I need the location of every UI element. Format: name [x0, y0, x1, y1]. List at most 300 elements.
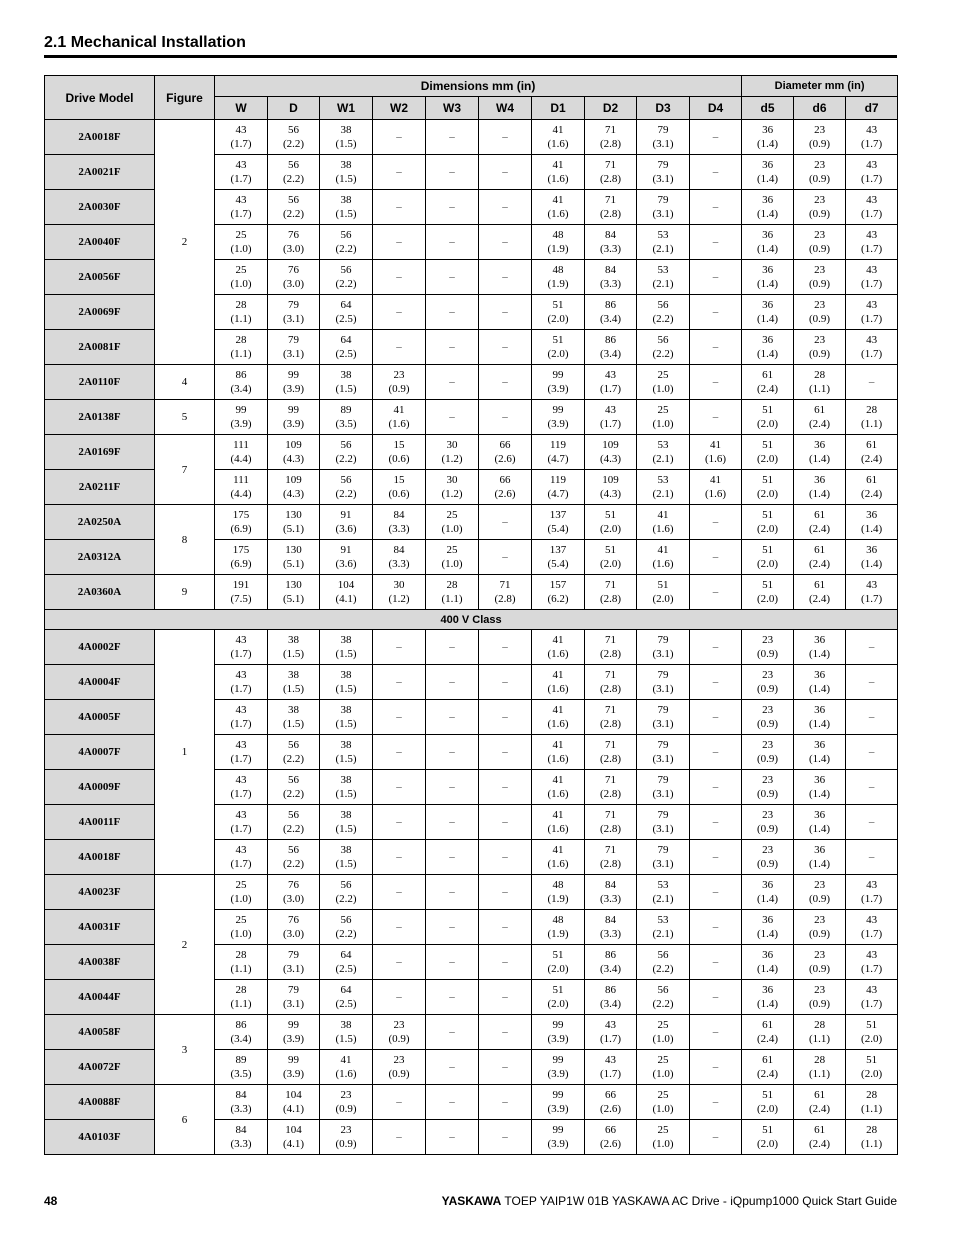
value-in: (1.6) — [547, 753, 569, 765]
value-mm: 175 — [232, 544, 250, 556]
value-mm: 36 — [814, 844, 826, 856]
value-in: (3.4) — [599, 998, 622, 1010]
dimension-cell — [794, 1085, 846, 1120]
figure-cell: 2 — [155, 875, 215, 1015]
dimension-cell — [479, 1120, 532, 1155]
dimension-cell — [268, 400, 320, 435]
value-mm: 66 — [499, 474, 511, 486]
value-mm: 41 — [393, 404, 405, 416]
dimension-cell — [268, 435, 320, 470]
dimension-cell — [742, 225, 794, 260]
value-mm: 25 — [235, 914, 247, 926]
dimension-cell — [637, 295, 690, 330]
dimension-cell — [320, 700, 373, 735]
dimension-cell — [532, 575, 585, 610]
dimension-cell — [794, 295, 846, 330]
value-in: (1.5) — [335, 648, 357, 660]
dimension-cell — [479, 435, 532, 470]
empty-value-dash: – — [712, 516, 719, 528]
value-in: (2.6) — [599, 1138, 622, 1150]
value-mm: 15 — [393, 474, 405, 486]
value-mm: 64 — [340, 299, 352, 311]
value-mm: 56 — [340, 229, 352, 241]
dimension-cell — [585, 630, 637, 665]
empty-value-dash: – — [396, 201, 402, 213]
dimension-cell — [794, 875, 846, 910]
dimension-cell — [426, 735, 479, 770]
value-mm: 51 — [762, 439, 774, 451]
value-mm: 28 — [235, 949, 247, 961]
dimension-cell — [479, 1085, 532, 1120]
value-in: (1.7) — [230, 788, 252, 800]
value-in: (2.2) — [282, 753, 305, 765]
figure-cell: 8 — [155, 505, 215, 575]
dimension-cell — [426, 840, 479, 875]
table-row — [45, 575, 898, 610]
value-mm: 104 — [285, 1089, 302, 1101]
empty-value-dash: – — [396, 676, 402, 688]
value-in: (1.1) — [861, 1103, 883, 1115]
value-mm: 71 — [499, 579, 511, 591]
empty-value-dash: – — [712, 236, 719, 248]
value-in: (2.2) — [282, 208, 305, 220]
value-mm: 23 — [814, 914, 826, 926]
empty-value-dash: – — [396, 746, 402, 758]
dimension-cell — [637, 435, 690, 470]
dimension-cell — [215, 365, 268, 400]
drive-model-cell: 4A0103F — [45, 1120, 155, 1155]
dimension-cell — [846, 630, 898, 665]
dimension-cell — [742, 875, 794, 910]
value-mm: 61 — [866, 439, 878, 451]
empty-value-dash: – — [712, 746, 719, 758]
value-in: (1.2) — [441, 453, 463, 465]
value-in: (3.9) — [547, 1068, 569, 1080]
value-mm: 38 — [288, 669, 299, 681]
value-in: (3.1) — [652, 173, 674, 185]
value-mm: 71 — [605, 669, 616, 681]
figure-cell: 7 — [155, 435, 215, 505]
value-in: (6.9) — [230, 558, 252, 570]
dimension-cell — [532, 330, 585, 365]
dimension-cell — [426, 945, 479, 980]
value-in: (1.7) — [861, 348, 883, 360]
empty-value-dash: – — [396, 921, 402, 933]
value-mm: 36 — [814, 634, 826, 646]
value-mm: 86 — [235, 1019, 247, 1031]
value-in: (1.4) — [757, 893, 779, 905]
dimension-cell — [585, 260, 637, 295]
dimension-cell — [846, 260, 898, 295]
table-body — [45, 120, 898, 1155]
dimension-cell — [794, 1050, 846, 1085]
value-mm: 36 — [814, 809, 826, 821]
dimension-cell — [846, 735, 898, 770]
value-mm: 36 — [762, 949, 774, 961]
dimension-cell — [215, 260, 268, 295]
value-in: (1.0) — [441, 558, 463, 570]
dimension-cell — [532, 120, 585, 155]
dimension-cell — [268, 330, 320, 365]
dimension-cell — [585, 1015, 637, 1050]
dimension-cell — [320, 840, 373, 875]
value-in: (3.1) — [652, 208, 674, 220]
dimension-cell — [742, 910, 794, 945]
value-in: (1.4) — [757, 998, 779, 1010]
empty-value-dash: – — [712, 921, 719, 933]
dimension-cell — [268, 365, 320, 400]
empty-value-dash: – — [502, 1026, 508, 1038]
dimension-cell — [373, 295, 426, 330]
value-mm: 56 — [288, 159, 299, 171]
dimension-cell — [742, 735, 794, 770]
value-in: (0.9) — [809, 928, 831, 940]
value-mm: 79 — [288, 984, 299, 996]
value-mm: 130 — [285, 544, 302, 556]
dimension-cell — [215, 770, 268, 805]
dimension-cell — [794, 1120, 846, 1155]
col-header-w3: W3 — [426, 97, 479, 120]
empty-value-dash: – — [712, 956, 719, 968]
value-in: (3.1) — [652, 718, 674, 730]
dimension-cell — [215, 1085, 268, 1120]
value-mm: 23 — [814, 334, 826, 346]
dimension-cell — [479, 365, 532, 400]
value-mm: 109 — [602, 439, 619, 451]
value-in: (1.7) — [861, 928, 883, 940]
value-mm: 61 — [814, 404, 826, 416]
dimension-cell — [426, 330, 479, 365]
value-mm: 109 — [285, 474, 302, 486]
value-mm: 43 — [235, 194, 247, 206]
value-mm: 56 — [340, 474, 352, 486]
dimension-cell — [846, 540, 898, 575]
dimension-cell — [690, 295, 742, 330]
value-mm: 99 — [552, 1124, 564, 1136]
value-mm: 51 — [762, 1124, 774, 1136]
value-in: (2.4) — [861, 488, 883, 500]
value-in: (3.1) — [652, 683, 674, 695]
drive-model-cell: 4A0004F — [45, 665, 155, 700]
dimension-cell — [426, 630, 479, 665]
value-in: (3.6) — [335, 558, 357, 570]
figure-cell: 9 — [155, 575, 215, 610]
value-mm: 38 — [340, 739, 352, 751]
dimension-cell — [794, 155, 846, 190]
value-in: (0.9) — [809, 208, 831, 220]
value-in: (3.9) — [547, 1033, 569, 1045]
value-in: (1.4) — [809, 858, 831, 870]
dimension-cell — [373, 1120, 426, 1155]
dimension-cell — [268, 875, 320, 910]
empty-value-dash: – — [396, 641, 402, 653]
dimension-cell — [426, 260, 479, 295]
empty-value-dash: – — [502, 1131, 508, 1143]
dimension-cell — [637, 700, 690, 735]
value-mm: 56 — [340, 439, 352, 451]
value-in: (1.1) — [809, 383, 831, 395]
value-in: (2.4) — [809, 593, 831, 605]
dimension-cell — [479, 945, 532, 980]
dimension-cell — [742, 330, 794, 365]
dimension-cell — [690, 980, 742, 1015]
value-in: (0.9) — [809, 963, 831, 975]
value-mm: 28 — [814, 1019, 826, 1031]
value-mm: 41 — [552, 634, 564, 646]
dimension-cell — [320, 155, 373, 190]
value-mm: 23 — [762, 774, 774, 786]
value-mm: 51 — [866, 1019, 878, 1031]
value-mm: 71 — [605, 844, 616, 856]
dimension-cell — [426, 875, 479, 910]
value-in: (2.8) — [599, 858, 622, 870]
dimension-cell — [585, 505, 637, 540]
dimension-cell — [585, 435, 637, 470]
value-mm: 25 — [657, 369, 669, 381]
dimension-cell — [690, 805, 742, 840]
dimension-cell — [846, 295, 898, 330]
value-mm: 43 — [235, 634, 247, 646]
value-mm: 53 — [657, 879, 669, 891]
empty-value-dash: – — [449, 676, 455, 688]
value-in: (7.5) — [230, 593, 252, 605]
value-in: (3.0) — [282, 278, 305, 290]
empty-value-dash: – — [712, 781, 719, 793]
value-mm: 51 — [762, 474, 774, 486]
dimension-cell — [637, 1015, 690, 1050]
empty-value-dash: – — [868, 746, 875, 758]
value-mm: 43 — [866, 229, 878, 241]
group-header-dimensions: Dimensions mm (in) — [215, 76, 742, 97]
value-in: (1.7) — [861, 208, 883, 220]
value-in: (4.7) — [547, 488, 569, 500]
empty-value-dash: – — [712, 166, 719, 178]
empty-value-dash: – — [712, 886, 719, 898]
empty-value-dash: – — [396, 166, 402, 178]
value-mm: 79 — [657, 194, 669, 206]
value-mm: 89 — [235, 1054, 247, 1066]
drive-model-cell: 2A0069F — [45, 295, 155, 330]
dimension-cell — [320, 365, 373, 400]
dimension-cell — [426, 980, 479, 1015]
section-label: 400 V Class — [45, 610, 898, 630]
dimension-cell — [215, 700, 268, 735]
table-row — [45, 120, 898, 155]
value-in: (1.5) — [335, 383, 357, 395]
value-mm: 56 — [657, 334, 669, 346]
value-mm: 66 — [605, 1089, 616, 1101]
dimension-cell — [268, 155, 320, 190]
col-header-d7: d7 — [846, 97, 898, 120]
value-in: (3.1) — [652, 753, 674, 765]
dimension-cell — [585, 155, 637, 190]
value-mm: 25 — [657, 1124, 669, 1136]
value-in: (2.6) — [494, 453, 516, 465]
value-in: (1.5) — [335, 718, 357, 730]
empty-value-dash: – — [449, 781, 455, 793]
value-in: (2.1) — [652, 488, 674, 500]
value-mm: 111 — [233, 474, 249, 486]
value-in: (1.7) — [599, 418, 622, 430]
dimension-cell — [320, 805, 373, 840]
value-mm: 38 — [340, 809, 352, 821]
value-mm: 56 — [340, 914, 352, 926]
dimension-cell — [320, 665, 373, 700]
dimension-cell — [373, 400, 426, 435]
value-in: (1.4) — [861, 558, 883, 570]
empty-value-dash: – — [712, 271, 719, 283]
dimension-cell — [320, 630, 373, 665]
value-mm: 43 — [605, 1019, 616, 1031]
dimension-cell — [637, 190, 690, 225]
value-mm: 28 — [866, 404, 878, 416]
dimension-cell — [690, 260, 742, 295]
dimension-cell — [479, 400, 532, 435]
empty-value-dash: – — [712, 586, 719, 598]
value-in: (1.6) — [704, 488, 727, 500]
value-mm: 43 — [235, 844, 247, 856]
dimension-cell — [373, 365, 426, 400]
dimension-cell — [268, 295, 320, 330]
value-in: (1.0) — [230, 278, 252, 290]
value-in: (2.4) — [861, 453, 883, 465]
value-in: (2.0) — [652, 593, 674, 605]
value-mm: 36 — [814, 474, 826, 486]
value-mm: 28 — [235, 984, 247, 996]
dimension-cell — [846, 330, 898, 365]
dimension-cell — [532, 505, 585, 540]
dimension-cell — [690, 435, 742, 470]
dimension-cell — [268, 470, 320, 505]
value-in: (2.8) — [599, 823, 622, 835]
value-mm: 43 — [866, 159, 878, 171]
value-mm: 86 — [605, 299, 616, 311]
value-mm: 99 — [288, 1054, 299, 1066]
dimension-cell — [320, 1015, 373, 1050]
value-in: (0.9) — [809, 313, 831, 325]
value-in: (6.9) — [230, 523, 252, 535]
dimension-cell — [320, 225, 373, 260]
value-mm: 56 — [657, 984, 669, 996]
empty-value-dash: – — [868, 711, 875, 723]
value-in: (0.6) — [388, 488, 410, 500]
empty-value-dash: – — [449, 711, 455, 723]
dimension-cell — [690, 840, 742, 875]
value-mm: 23 — [814, 264, 826, 276]
dimension-cell — [742, 770, 794, 805]
empty-value-dash: – — [868, 851, 875, 863]
value-in: (3.4) — [599, 348, 622, 360]
dimension-cell — [532, 1120, 585, 1155]
value-in: (2.5) — [335, 348, 357, 360]
value-in: (3.1) — [652, 648, 674, 660]
value-mm: 36 — [762, 229, 774, 241]
value-mm: 43 — [866, 194, 878, 206]
empty-value-dash: – — [396, 341, 402, 353]
value-in: (1.7) — [861, 998, 883, 1010]
value-mm: 56 — [657, 949, 669, 961]
value-in: (2.4) — [809, 523, 831, 535]
value-in: (3.0) — [282, 928, 305, 940]
dimension-cell — [532, 155, 585, 190]
value-mm: 71 — [605, 124, 616, 136]
value-mm: 41 — [710, 474, 722, 486]
value-in: (2.0) — [757, 418, 779, 430]
dimension-cell — [637, 1120, 690, 1155]
value-in: (3.1) — [282, 348, 305, 360]
dimension-cell — [585, 400, 637, 435]
value-in: (1.5) — [335, 788, 357, 800]
value-in: (0.9) — [757, 683, 779, 695]
value-mm: 53 — [657, 229, 669, 241]
value-mm: 51 — [866, 1054, 878, 1066]
dimension-cell — [637, 260, 690, 295]
value-in: (3.9) — [547, 418, 569, 430]
dimension-cell — [426, 1050, 479, 1085]
dimension-cell — [215, 400, 268, 435]
value-in: (2.8) — [599, 648, 622, 660]
value-in: (1.6) — [335, 1068, 357, 1080]
value-in: (1.7) — [230, 138, 252, 150]
section-row — [45, 610, 898, 630]
value-in: (3.4) — [599, 313, 622, 325]
dimension-cell — [846, 1085, 898, 1120]
value-mm: 51 — [552, 299, 564, 311]
dimension-cell — [373, 540, 426, 575]
value-mm: 51 — [605, 544, 616, 556]
dimension-cell — [215, 910, 268, 945]
empty-value-dash: – — [502, 1061, 508, 1073]
value-mm: 38 — [340, 1019, 352, 1031]
empty-value-dash: – — [712, 641, 719, 653]
value-in: (2.0) — [757, 1103, 779, 1115]
drive-model-cell: 4A0011F — [45, 805, 155, 840]
empty-value-dash: – — [449, 1131, 455, 1143]
value-mm: 23 — [393, 1054, 405, 1066]
empty-value-dash: – — [449, 1096, 455, 1108]
value-mm: 36 — [762, 194, 774, 206]
empty-value-dash: – — [449, 306, 455, 318]
dimension-cell — [426, 910, 479, 945]
empty-value-dash: – — [502, 516, 508, 528]
value-mm: 61 — [762, 1054, 774, 1066]
dimension-cell — [479, 805, 532, 840]
empty-value-dash: – — [712, 376, 719, 388]
value-mm: 36 — [762, 879, 774, 891]
value-mm: 28 — [814, 1054, 826, 1066]
figure-cell: 5 — [155, 400, 215, 435]
empty-value-dash: – — [712, 201, 719, 213]
dimension-cell — [373, 435, 426, 470]
dimension-cell — [320, 875, 373, 910]
dimension-cell — [215, 840, 268, 875]
dimension-cell — [742, 435, 794, 470]
value-mm: 23 — [340, 1124, 352, 1136]
dimension-cell — [268, 945, 320, 980]
value-in: (3.5) — [230, 1068, 252, 1080]
value-mm: 53 — [657, 439, 669, 451]
dimension-cell — [585, 225, 637, 260]
dimension-cell — [320, 735, 373, 770]
value-mm: 41 — [552, 159, 564, 171]
dimension-cell — [637, 980, 690, 1015]
dimension-cell — [373, 805, 426, 840]
value-in: (1.6) — [547, 683, 569, 695]
value-in: (2.8) — [599, 683, 622, 695]
value-mm: 56 — [340, 264, 352, 276]
dimension-cell — [268, 700, 320, 735]
empty-value-dash: – — [868, 376, 875, 388]
